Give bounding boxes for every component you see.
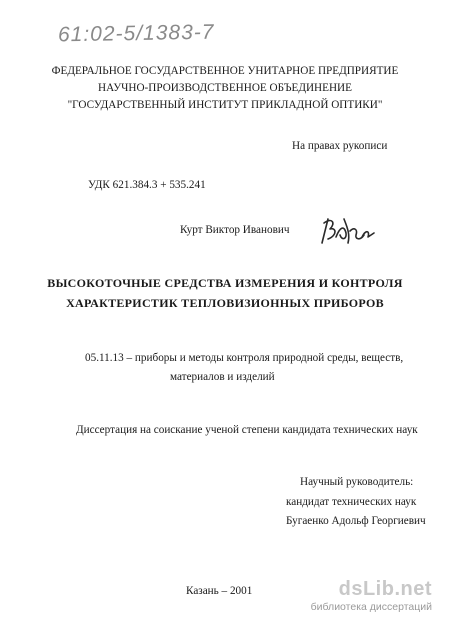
watermark-brand: dsLib.net: [338, 578, 432, 600]
site-watermark: [311, 578, 432, 614]
udc-code: УДК 621.384.3 + 535.241: [88, 179, 206, 191]
specialty-line-2: материалов и изделий: [170, 371, 275, 383]
thesis-title-line-2: ХАРАКТЕРИСТИК ТЕПЛОВИЗИОННЫХ ПРИБОРОВ: [66, 296, 384, 310]
header-line-2: НАУЧНО-ПРОИЗВОДСТВЕННОЕ ОБЪЕДИНЕНИЕ: [98, 82, 352, 94]
author-signature: [318, 213, 378, 249]
archive-stamp: 61:02-5/1383-7: [57, 20, 215, 47]
header-organization: [0, 63, 450, 114]
author-name: Курт Виктор Иванович: [180, 224, 290, 236]
supervisor-degree: кандидат технических наук: [286, 496, 417, 508]
rights-note: На правах рукописи: [292, 140, 388, 152]
dissertation-statement: Диссертация на соискание ученой степени кандидата технических наук: [76, 424, 418, 436]
header-line-3: "ГОСУДАРСТВЕННЫЙ ИНСТИТУТ ПРИКЛАДНОЙ ОПТИКИ": [67, 99, 383, 111]
supervisor-name: Бугаенко Адольф Георгиевич: [286, 515, 426, 527]
specialty-line-1: 05.11.13 – приборы и методы контроля природной среды, веществ,: [85, 352, 404, 364]
header-line-1: ФЕДЕРАЛЬНОЕ ГОСУДАРСТВЕННОЕ УНИТАРНОЕ ПРЕДПРИЯТИЕ: [51, 65, 399, 77]
watermark-subtitle: библиотека диссертаций: [310, 601, 432, 613]
thesis-title-line-1: ВЫСОКОТОЧНЫЕ СРЕДСТВА ИЗМЕРЕНИЯ И КОНТРОЛЯ: [47, 276, 403, 290]
place-and-year: Казань – 2001: [186, 585, 253, 597]
supervisor-label: Научный руководитель:: [300, 476, 414, 488]
